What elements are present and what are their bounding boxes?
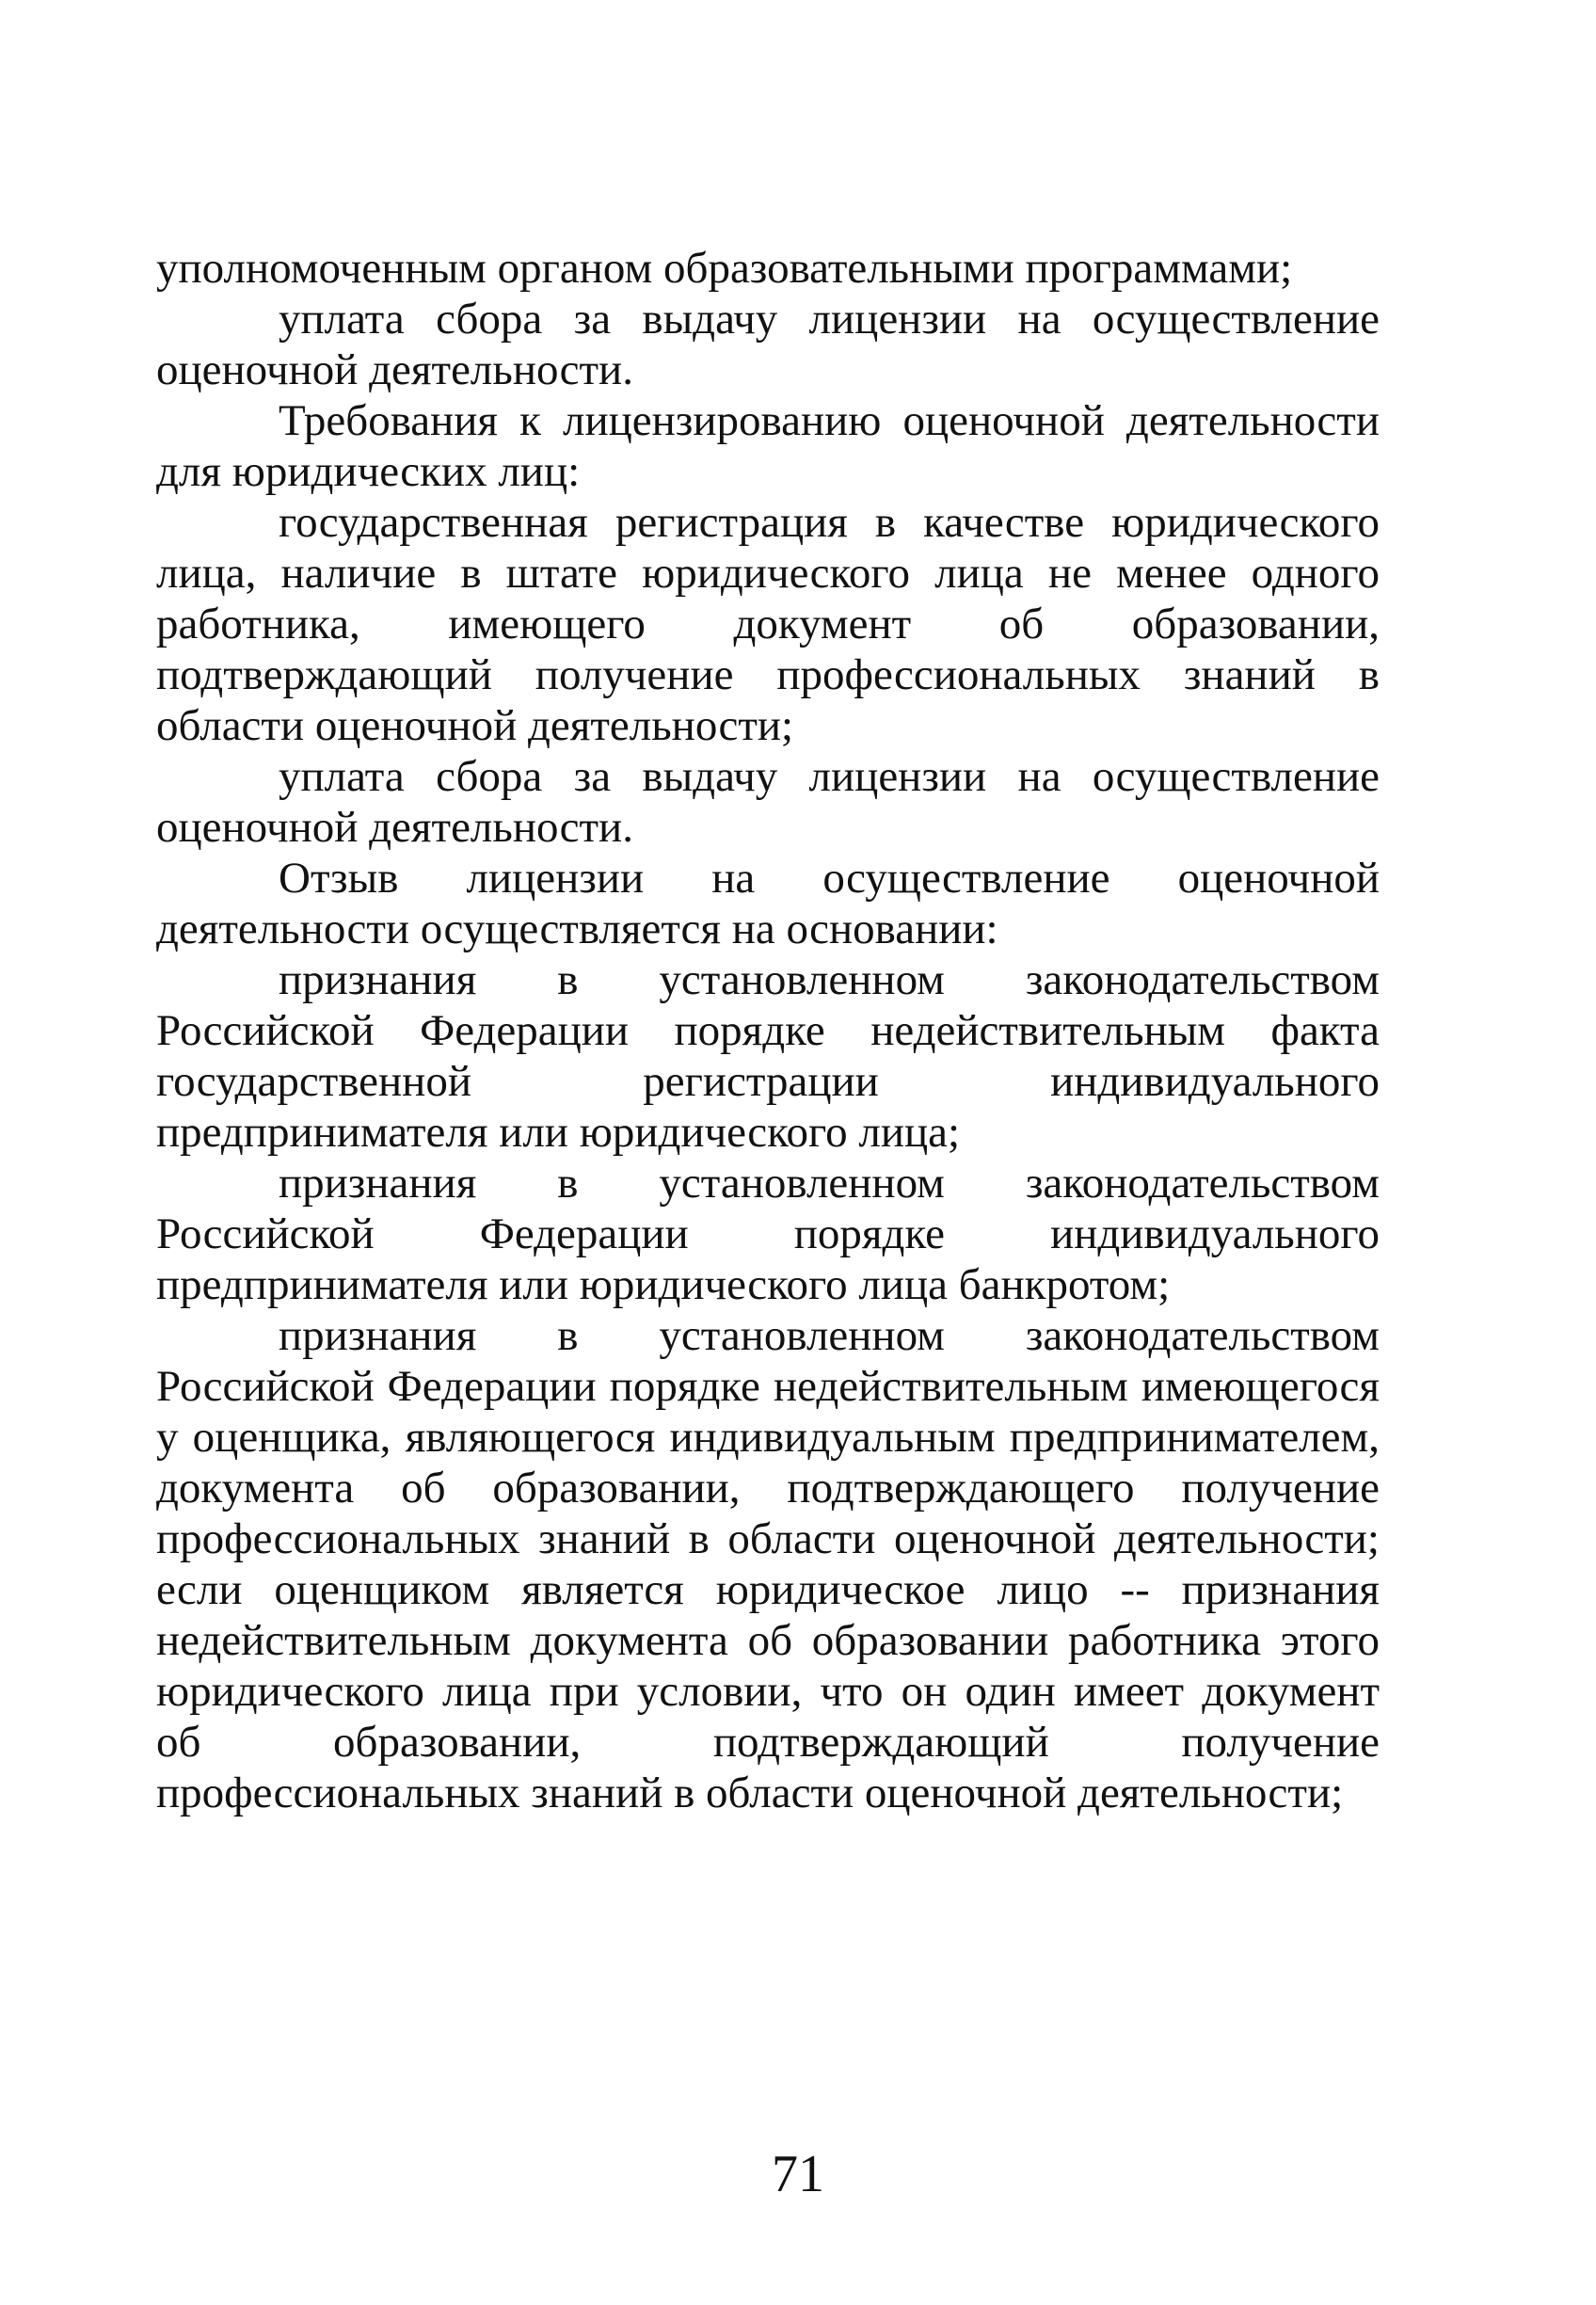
paragraph-1: уполномоченным органом образовательными программами; [156, 244, 1293, 293]
body-text [156, 243, 1380, 1818]
paragraph-7: признания в установленном законодательством Российской Федерации порядке недействительным факта государственной регистрации индивидуального предпринимателя или юридического лица; [156, 955, 1380, 1157]
paragraph-9: признания в установленном законодательством Российской Федерации порядке недействительным имеющегося у оценщика, являющегося индивидуальным предпринимателем, документа об образовании, подтверждающего получение профессиональных знаний в области оценочной деятельности; если оценщиком является юридическое лицо -- признания недействительным документа об образовании работника этого юридического лица при условии, что он один имеет документ об образовании, подтверждающий получение профессиональных знаний в области оценочной деятельности; [156, 1311, 1380, 1817]
paragraph-5: уплата сбора за выдачу лицензии на осуществление оценочной деятельности. [156, 752, 1380, 852]
paragraph-6: Отзыв лицензии на осуществление оценочной деятельности осуществляется на основании: [156, 854, 1380, 953]
paragraph-4: государственная регистрация в качестве юридического лица, наличие в штате юридического лица не менее одного работника, имеющего документ об образовании, подтверждающий получение профессиональных знаний в области оценочной деятельности; [156, 498, 1380, 750]
page-number: 71 [772, 2145, 824, 2203]
paragraph-3: Требования к лицензированию оценочной деятельности для юридических лиц: [156, 396, 1380, 496]
paragraph-2: уплата сбора за выдачу лицензии на осуществление оценочной деятельности. [156, 295, 1380, 394]
paragraph-8: признания в установленном законодательством Российской Федерации порядке индивидуального предпринимателя или юридического лица банкротом; [156, 1159, 1380, 1309]
